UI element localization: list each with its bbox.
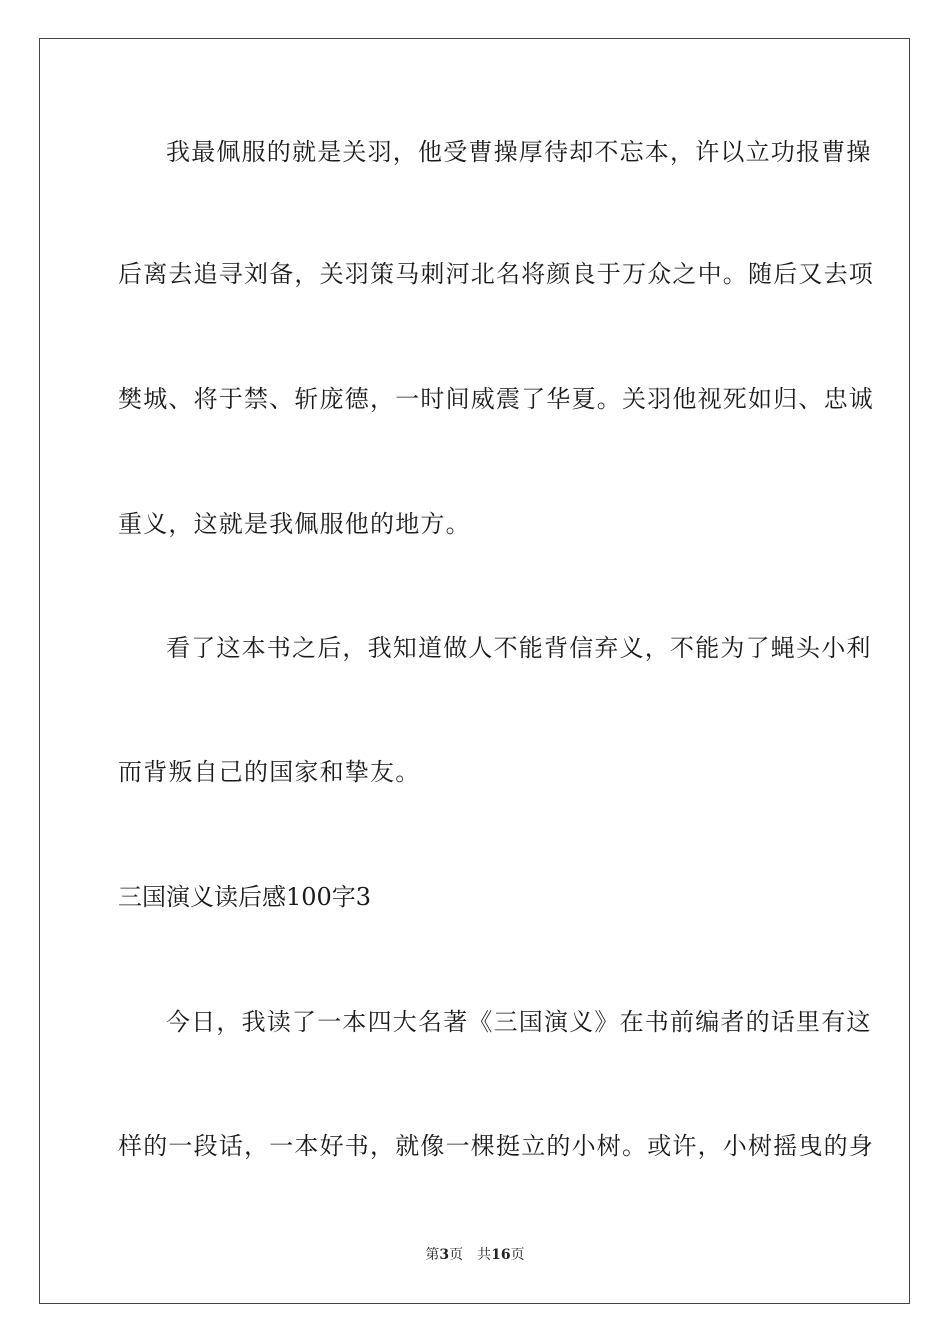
paragraph-line: 今日，我读了一本四大名著《三国演义》在书前编者的话里有这 [166, 1008, 872, 1036]
page-frame [39, 38, 910, 1304]
page-number: 3 [439, 1247, 450, 1263]
total-label-suffix: 页 [510, 1247, 525, 1263]
paragraph-line: 后离去追寻刘备，关羽策马刺河北名将颜良于万众之中。随后又去项 [118, 260, 874, 288]
paragraph-line: 我最佩服的就是关羽，他受曹操厚待却不忘本，许以立功报曹操 [166, 138, 872, 166]
paragraph-line: 样的一段话，一本好书，就像一棵挺立的小树。或许，小树摇曳的身 [118, 1132, 874, 1160]
page-footer [0, 1246, 950, 1264]
paragraph-line: 樊城、将于禁、斩庞德，一时间威震了华夏。关羽他视死如归、忠诚 [118, 385, 874, 413]
page-label-prefix: 第 [425, 1247, 440, 1263]
page-total: 16 [491, 1247, 511, 1263]
page-label-suffix: 页 [449, 1247, 464, 1263]
paragraph-line: 看了这本书之后，我知道做人不能背信弃义，不能为了蝇头小利 [166, 634, 872, 662]
section-heading: 三国演义读后感100字3 [118, 883, 372, 911]
total-label-prefix: 共 [477, 1247, 492, 1263]
paragraph-line: 而背叛自己的国家和挚友。 [118, 758, 421, 786]
paragraph-line: 重义，这就是我佩服他的地方。 [118, 510, 471, 538]
